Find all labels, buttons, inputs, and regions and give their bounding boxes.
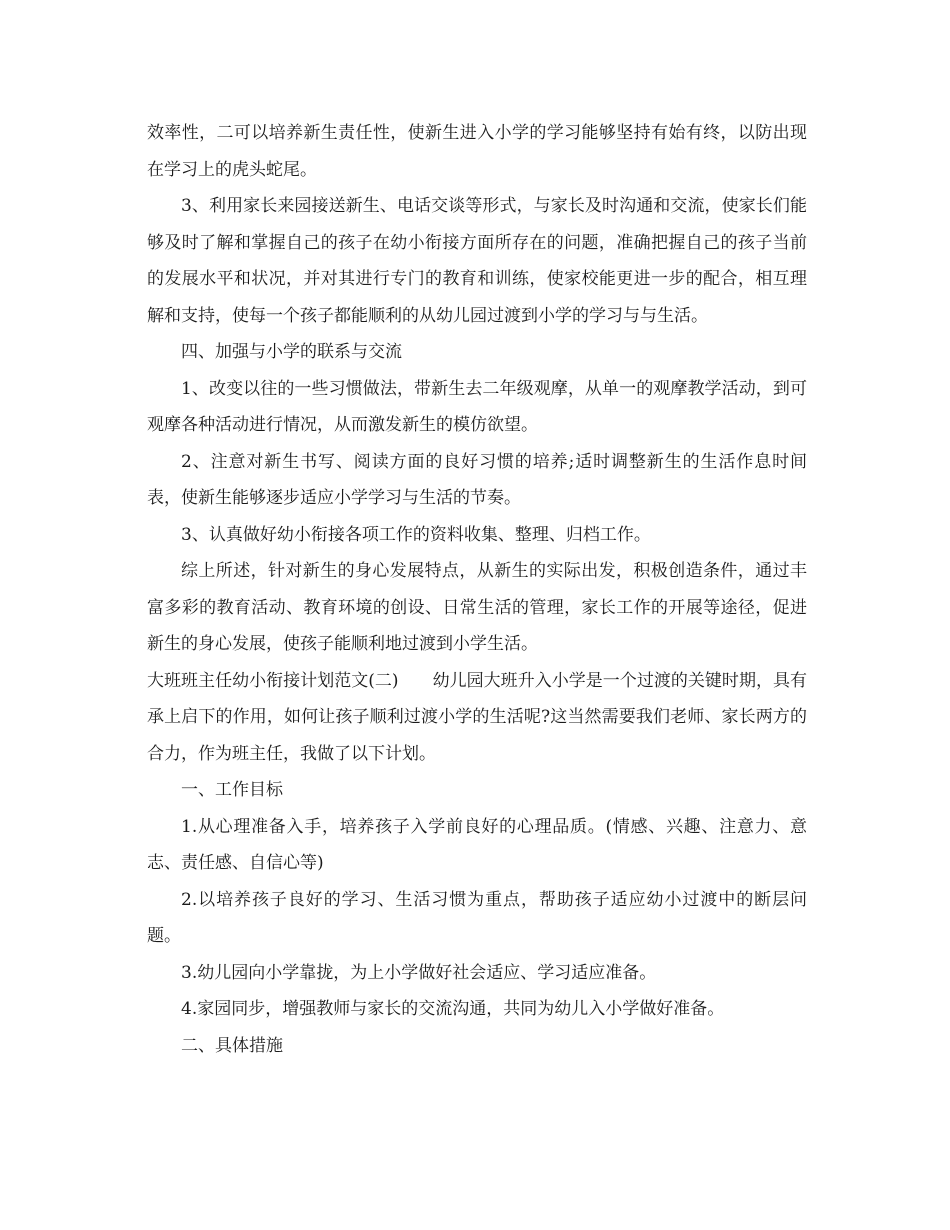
goal-item-2: 2.以培养孩子良好的学习、生活习惯为重点，帮助孩子适应幼小过渡中的断层问题。: [147, 889, 807, 946]
section-heading-4: 四、加强与小学的联系与交流: [181, 342, 402, 362]
goal-item-3: 3.幼儿园向小学靠拢，为上小学做好社会适应、学习适应准备。: [181, 962, 657, 983]
paragraph-item-3-records: 3、认真做好幼小衔接各项工作的资料收集、整理、归档工作。: [181, 524, 651, 545]
section-heading-measures: 二、具体措施: [181, 1035, 283, 1056]
paragraph-item-2-habits: 2、注意对新生书写、阅读方面的良好习惯的培养;适时调整新生的生活作息时间表，使新生能够逐步适应小学学习与生活的节奏。: [147, 451, 807, 508]
paragraph-summary: 综上所述，针对新生的身心发展特点，从新生的实际出发，积极创造条件，通过丰富多彩的教育活动、教育环境的创设、日常生活的管理，家长工作的开展等途径，促进新生的身心发展，使孩子能顺利地过渡到小学生活。: [147, 561, 807, 654]
paragraph-item-3-parent-communication: 3、利用家长来园接送新生、电话交谈等形式，与家长及时沟通和交流，使家长们能够及时了解和掌握自己的孩子在幼小衔接方面所存在的问题，准确把握自己的孩子当前的发展水平和状况，并对其进行专门的教育和训练，使家校能更进一步的配合，相互理解和支持，使每一个孩子都能顺利的从幼儿园过渡到小学的学习与与生活。: [147, 196, 807, 326]
section-heading-goals: 一、工作目标: [181, 780, 283, 800]
goal-item-4: 4.家园同步，增强教师与家长的交流沟通，共同为幼儿入小学做好准备。: [181, 999, 725, 1019]
paragraph-item-1-observation: 1、改变以往的一些习惯做法，带新生去二年级观摩，从单一的观摩教学活动，到可观摩各种活动进行情况，从而激发新生的模仿欲望。: [147, 378, 807, 435]
goal-item-1: 1.从心理准备入手，培养孩子入学前良好的心理品质。(情感、兴趣、注意力、意志、责任感、自信心等): [147, 816, 807, 873]
paragraph-continuation: 效率性，二可以培养新生责任性，使新生进入小学的学习能够坚持有始有终，以防出现在学习上的虎头蛇尾。: [147, 123, 807, 180]
document-body: [147, 115, 807, 1064]
paragraph-plan-two-intro: 大班班主任幼小衔接计划范文(二) 幼儿园大班升入小学是一个过渡的关键时期，具有承上启下的作用，如何让孩子顺利过渡小学的生活呢?这当然需要我们老师、家长两方的合力，作为班主任，我做了以下计划。: [147, 670, 807, 764]
